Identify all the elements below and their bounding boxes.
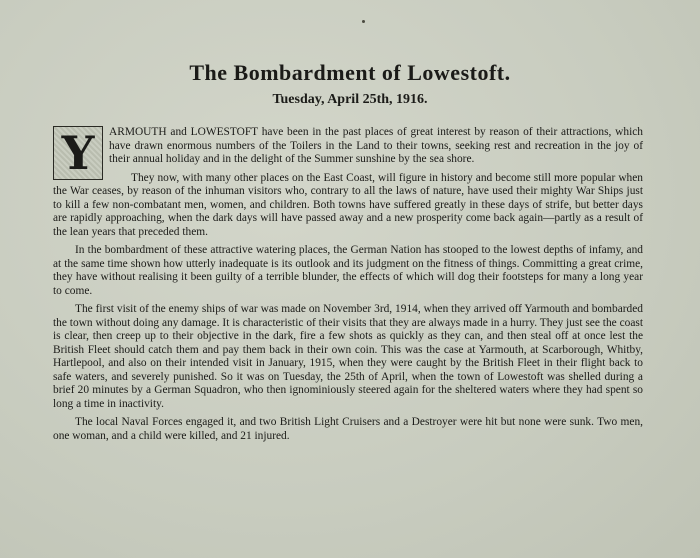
- document-title: The Bombardment of Lowestoft.: [189, 60, 511, 85]
- paragraph-3: In the bombardment of these attractive watering places, the German Nation has stooped to the lowest depths of infamy, and at the same time shown how utterly inadequate is its outlook and its judgment on the fitness of things. Committing a great crime, they have without realising it been guilty of a terrible blunder, the effects of which will dog their footsteps for many a long year to come.: [53, 244, 643, 297]
- paragraph-1: [53, 126, 643, 180]
- drop-cap-letter: Y: [53, 126, 103, 180]
- document-body: [53, 126, 643, 448]
- document-date: Tuesday, April 25th, 1916.: [272, 92, 428, 107]
- ink-speck: [362, 20, 365, 23]
- paragraph-5: The local Naval Forces engaged it, and two British Light Cruisers and a Destroyer were hit but none were sunk. Two men, one woman, and a child were killed, and 21 injured.: [53, 416, 643, 442]
- paragraph-text: ARMOUTH and LOWESTOFT have been in the past places of great interest by reason of their attractions, which have drawn enormous numbers of the Toilers in the Land to their towns, seeking rest and recreation in the joy of their annual holiday and in the delight of the Summer sunshine by the sea shore.: [109, 126, 643, 165]
- paragraph-2: They now, with many other places on the East Coast, will figure in history and become still more popular when the War ceases, by reason of the inhuman visitors who, contrary to all the laws of nature, have used their mighty War Ships just to kill a few non-combatant men, women, and children. Both towns have suffered greatly in these days of strife, but better days are rapidly approaching, when the dark days will have passed away and a new prosperity come back again—partly as a result of the lean years that preceded them.: [53, 171, 643, 238]
- paragraph-4: The first visit of the enemy ships of war was made on November 3rd, 1914, when they arrived off Yarmouth and bombarded the town without doing any damage. It is characteristic of their visits that they are always made in a hurry. They just see the coast is clear, then creep up to their objective in the dark, fire a few shots as quickly as they can, and then steal off at once lest the British Fleet should catch them and pay them back in their own coin. This was the case at Yarmouth, at Scarborough, Whitby, Hartlepool, and also on their intended visit in January, 1915, when they were caught by the British Fleet in their flight back to safe waters, and severely punished. So it was on Tuesday, the 25th of April, when the town of Lowestoft was shelled during a brief 20 minutes by a German Squadron, who then ignominiously steered again for the sheltered waters where they had spent so long a time in inactivity.: [53, 303, 643, 410]
